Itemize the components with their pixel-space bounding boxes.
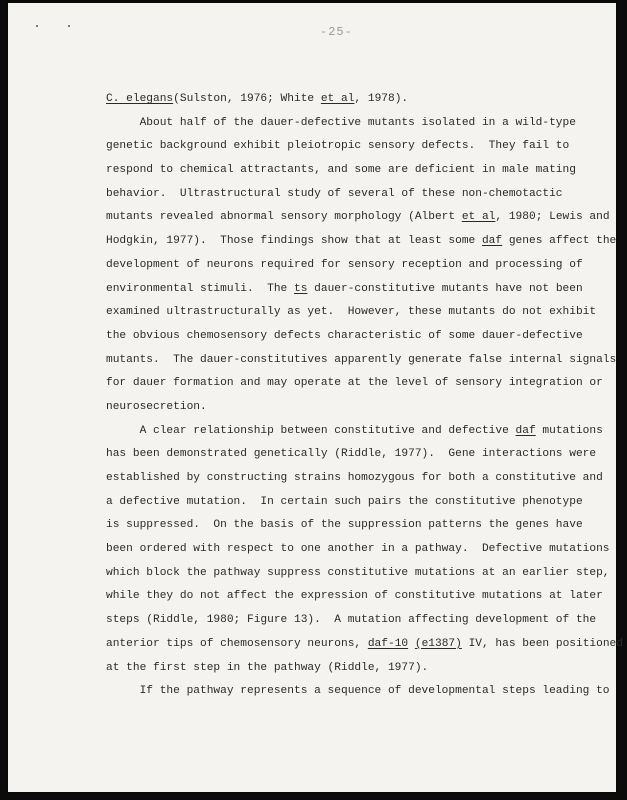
text-segment: the obvious chemosensory defects characteristic of some dauer-defective bbox=[106, 329, 583, 342]
text-segment: for dauer formation and may operate at the level of sensory integration or bbox=[106, 377, 603, 390]
text-segment: been ordered with respect to one another in a pathway. Defective mutations bbox=[106, 543, 610, 556]
page-number: -25- bbox=[320, 25, 353, 39]
text-segment bbox=[408, 638, 415, 650]
underlined-term: daf bbox=[515, 424, 536, 437]
text-segment: respond to chemical attractants, and some are deficient in male mating bbox=[106, 164, 576, 177]
text-line bbox=[106, 680, 610, 704]
text-line bbox=[106, 230, 617, 254]
text-line bbox=[106, 443, 597, 467]
text-segment: , 1978). bbox=[354, 93, 409, 105]
text-segment: environmental stimuli. The bbox=[106, 282, 294, 295]
text-line bbox=[106, 254, 583, 278]
text-line bbox=[106, 420, 603, 444]
text-segment: dauer-constitutive mutants have not been bbox=[307, 282, 583, 295]
text-line bbox=[106, 372, 603, 396]
text-segment: A clear relationship between constitutive and defective bbox=[106, 424, 516, 437]
text-line bbox=[106, 657, 576, 681]
text-segment: is suppressed. On the basis of the suppression patterns the genes have bbox=[106, 519, 583, 532]
text-line bbox=[106, 609, 597, 633]
text-segment: Hodgkin, 1977). Those findings show that at least some bbox=[106, 235, 482, 248]
underlined-term: et al bbox=[320, 93, 355, 105]
text-line bbox=[106, 562, 610, 586]
text-line bbox=[106, 396, 576, 420]
underlined-term: (e1387) bbox=[414, 637, 462, 650]
text-segment: which block the pathway suppress constitutive mutations at an earlier step, bbox=[106, 566, 610, 579]
text-segment: behavior. Ultrastructural study of several of these non-chemotactic bbox=[106, 187, 563, 200]
text-line bbox=[106, 278, 583, 302]
text-line bbox=[106, 467, 603, 491]
text-segment: genes affect the bbox=[502, 235, 617, 248]
text-segment: , 1980; Lewis and bbox=[495, 211, 610, 224]
text-segment: neurosecretion. bbox=[106, 400, 207, 413]
text-line bbox=[106, 538, 610, 562]
text-segment: development of neurons required for sensory reception and processing of bbox=[106, 258, 583, 271]
text-segment: mutants. The dauer-constitutives apparently generate false internal signals bbox=[106, 353, 617, 366]
underlined-term: ts bbox=[293, 282, 308, 295]
text-line bbox=[106, 183, 576, 207]
text-segment: has been demonstrated genetically (Riddle, 1977). Gene interactions were bbox=[106, 448, 597, 461]
text-line bbox=[106, 633, 623, 657]
text-segment: at the first step in the pathway (Riddle, 1977). bbox=[106, 661, 429, 674]
text-line bbox=[106, 88, 576, 112]
text-line bbox=[106, 325, 583, 349]
text-segment: examined ultrastructurally as yet. However, these mutants do not exhibit bbox=[106, 306, 597, 319]
text-line bbox=[106, 514, 583, 538]
document-page bbox=[8, 3, 623, 792]
scan-speck bbox=[36, 25, 38, 27]
text-line bbox=[106, 112, 576, 136]
text-segment: steps (Riddle, 1980; Figure 13). A mutation affecting development of the bbox=[106, 614, 597, 627]
body-text bbox=[106, 88, 623, 704]
text-segment: mutants revealed abnormal sensory morphology (Albert bbox=[106, 211, 462, 224]
underlined-term: et al bbox=[461, 211, 496, 224]
text-segment: IV, has been positioned bbox=[461, 637, 623, 650]
text-line bbox=[106, 135, 576, 159]
text-line bbox=[106, 206, 610, 230]
text-segment: established by constructing strains homozygous for both a constitutive and bbox=[106, 472, 603, 484]
underlined-term: C. elegans bbox=[106, 93, 174, 105]
text-line bbox=[106, 585, 603, 609]
text-segment: (Sulston, 1976; White bbox=[173, 93, 321, 105]
text-segment: If the pathway represents a sequence of developmental steps leading to bbox=[106, 685, 610, 698]
text-line bbox=[106, 491, 583, 515]
text-line bbox=[106, 159, 576, 183]
text-segment: a defective mutation. In certain such pairs the constitutive phenotype bbox=[106, 495, 583, 508]
text-segment: anterior tips of chemosensory neurons, bbox=[106, 637, 368, 650]
text-line bbox=[106, 301, 597, 325]
underlined-term: daf-10 bbox=[367, 637, 409, 650]
text-line bbox=[106, 349, 617, 373]
text-segment: genetic background exhibit pleiotropic sensory defects. They fail to bbox=[106, 140, 570, 153]
text-segment: About half of the dauer-defective mutants isolated in a wild-type bbox=[106, 116, 576, 129]
underlined-term: daf bbox=[481, 235, 503, 248]
text-segment: mutations bbox=[535, 424, 603, 437]
text-segment: while they do not affect the expression of constitutive mutations at later bbox=[106, 590, 603, 603]
scan-speck bbox=[68, 25, 70, 27]
